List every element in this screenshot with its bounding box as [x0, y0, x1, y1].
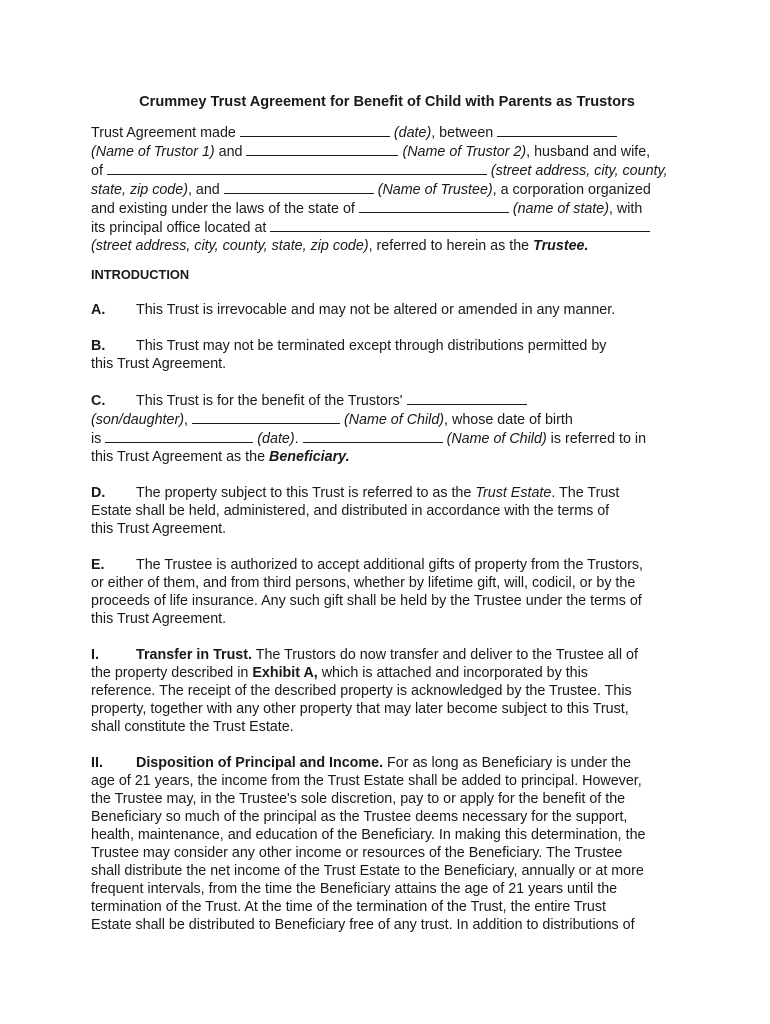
paragraph-line: this Trust Agreement.: [91, 611, 227, 627]
preamble-text: and: [214, 144, 247, 160]
paragraph-line: property, together with any other property that may later become subject to this Trust,: [91, 701, 629, 717]
trustor-address-blank[interactable]: [107, 161, 487, 175]
paragraph-b: [91, 337, 683, 373]
paragraph-line: shall constitute the Trust Estate.: [91, 719, 294, 735]
paragraph-line: [91, 337, 683, 355]
preamble-line-4: [91, 180, 683, 199]
paragraph-marker: E.: [91, 557, 105, 573]
preamble-line-7: [91, 237, 683, 255]
paragraph-text: .: [294, 431, 303, 447]
paragraph-line: Beneficiary so much of the principal as the Trustee deems necessary for the support,: [91, 809, 628, 825]
paragraph-text: This Trust is irrevocable and may not be altered or amended in any manner.: [136, 302, 616, 318]
paragraph-text: For as long as Beneficiary is under the: [383, 755, 632, 771]
son-daughter-blank[interactable]: [407, 391, 527, 405]
paragraph-line: Estate shall be held, administered, and distributed in accordance with the terms of: [91, 503, 610, 519]
paragraph-text: This Trust is for the benefit of the Trustors': [136, 393, 407, 409]
paragraph-line: shall distribute the net income of the Trust Estate to the Beneficiary, annually or at more: [91, 863, 644, 879]
trustee-label: (Name of Trustee): [377, 182, 493, 198]
preamble-line-1: [91, 123, 683, 142]
trustor-address-label: (street address, city, county,: [490, 163, 668, 179]
paragraph-text: which is attached and incorporated by this: [317, 665, 588, 681]
paragraph-line: [91, 646, 683, 664]
preamble-text: Trust Agreement made: [91, 125, 240, 141]
preamble-text: of: [91, 163, 107, 179]
paragraph-d: [91, 484, 683, 538]
date-label: (date): [393, 125, 432, 141]
trustee-blank[interactable]: [224, 180, 374, 194]
paragraph-line: [91, 484, 683, 502]
paragraph-text: The Trustors do now transfer and deliver to the Trustee all of: [252, 647, 638, 663]
paragraph-line: health, maintenance, and education of the Beneficiary. In making this determination, the: [91, 827, 646, 843]
paragraph-line: age of 21 years, the income from the Trust Estate shall be added to principal. However,: [91, 773, 642, 789]
paragraph-text: this Trust Agreement as the: [91, 449, 270, 465]
paragraph-text: . The Trust: [551, 485, 620, 501]
trustee-office-blank[interactable]: [270, 218, 650, 232]
paragraph-text: ,: [184, 412, 192, 428]
paragraph-line: this Trust Agreement.: [91, 356, 227, 372]
paragraph-c: [91, 391, 683, 466]
state-blank[interactable]: [359, 199, 509, 213]
paragraph-marker: A.: [91, 302, 106, 318]
paragraph-text: The property subject to this Trust is referred to as the: [136, 485, 476, 501]
child-name-blank[interactable]: [192, 410, 340, 424]
birth-date-label: (date): [257, 431, 295, 447]
preamble-text: , and: [187, 182, 224, 198]
paragraph-line: termination of the Trust. At the time of the termination of the Trust, the entire Trust: [91, 899, 606, 915]
preamble-text: , referred to herein as the: [368, 238, 534, 254]
trustor-address-label-cont: state, zip code): [91, 182, 188, 198]
preamble-line-6: [91, 218, 683, 237]
paragraph-line: [91, 664, 683, 682]
paragraph-marker: D.: [91, 485, 106, 501]
trustor-2-blank[interactable]: [246, 142, 398, 156]
preamble-text: , husband and wife,: [526, 144, 651, 160]
trustee-office-label: (street address, city, county, state, zip code): [91, 238, 369, 254]
child-name-label: (Name of Child): [343, 412, 445, 428]
preamble-text: its principal office located at: [91, 220, 271, 236]
paragraph-line: [91, 391, 683, 410]
paragraph-line: Estate shall be distributed to Beneficiary free of any trust. In addition to distributions of: [91, 917, 635, 933]
section-marker: II.: [91, 755, 103, 771]
preamble-line-2: [91, 142, 683, 161]
trustor-1-label: (Name of Trustor 1): [91, 144, 215, 160]
paragraph-text: is referred to in: [546, 431, 647, 447]
date-blank[interactable]: [240, 123, 390, 137]
paragraph-text: the property described in: [91, 665, 253, 681]
trustee-term: Trustee.: [533, 238, 589, 254]
preamble-line-3: [91, 161, 683, 180]
paragraph-line: [91, 429, 683, 448]
paragraph-line: [91, 410, 683, 429]
paragraph-line: reference. The receipt of the described property is acknowledged by the Trustee. This: [91, 683, 632, 699]
birth-date-blank[interactable]: [105, 429, 253, 443]
section-i-transfer-in-trust: [91, 646, 683, 736]
paragraph-a: [91, 301, 683, 319]
paragraph-text: , whose date of birth: [444, 412, 573, 428]
paragraph-line: [91, 448, 683, 466]
state-label: (name of state): [512, 201, 609, 217]
paragraph-line: the Trustee may, in the Trustee's sole discretion, pay to or apply for the benefit of the: [91, 791, 626, 807]
preamble-text: , between: [431, 125, 498, 141]
beneficiary-term: Beneficiary.: [269, 449, 350, 465]
paragraph-text: This Trust may not be terminated except through distributions permitted by: [136, 338, 607, 354]
document-title: Crummey Trust Agreement for Benefit of Child with Parents as Trustors: [139, 94, 635, 110]
paragraph-line: [91, 754, 683, 772]
paragraph-line: Trustee may consider any other income or resources of the Beneficiary. The Trustee: [91, 845, 623, 861]
introduction-heading: INTRODUCTION: [91, 267, 190, 282]
paragraph-line: [91, 556, 683, 574]
preamble: [91, 123, 683, 255]
exhibit-a-term: Exhibit A,: [252, 665, 318, 681]
child-name-blank-2[interactable]: [303, 429, 443, 443]
preamble-text: , with: [608, 201, 643, 217]
document-content: [91, 93, 683, 934]
paragraph-line: frequent intervals, from the time the Beneficiary attains the age of 21 years until the: [91, 881, 618, 897]
paragraph-text: is: [91, 431, 106, 447]
child-name-label-2: (Name of Child): [446, 431, 547, 447]
section-heading: Transfer in Trust.: [136, 647, 252, 663]
paragraph-line: [91, 301, 683, 319]
paragraph-line: or either of them, and from third persons, whether by lifetime gift, will, codicil, or by the: [91, 575, 636, 591]
trust-estate-term: Trust Estate: [475, 485, 552, 501]
son-daughter-label: (son/daughter): [91, 412, 184, 428]
preamble-text: and existing under the laws of the state of: [91, 201, 359, 217]
trustor-1-blank[interactable]: [497, 123, 617, 137]
preamble-text: , a corporation organized: [492, 182, 651, 198]
paragraph-line: proceeds of life insurance. Any such gift shall be held by the Trustee under the terms of: [91, 593, 642, 609]
section-ii-disposition: [91, 754, 683, 934]
paragraph-marker: C.: [91, 393, 106, 409]
paragraph-text: The Trustee is authorized to accept additional gifts of property from the Trustors,: [136, 557, 643, 573]
paragraph-e: [91, 556, 683, 628]
paragraph-line: this Trust Agreement.: [91, 521, 227, 537]
section-heading: Disposition of Principal and Income.: [136, 755, 384, 771]
paragraph-marker: B.: [91, 338, 106, 354]
trustor-2-label: (Name of Trustor 2): [402, 144, 527, 160]
preamble-line-5: [91, 199, 683, 218]
section-marker: I.: [91, 647, 99, 663]
